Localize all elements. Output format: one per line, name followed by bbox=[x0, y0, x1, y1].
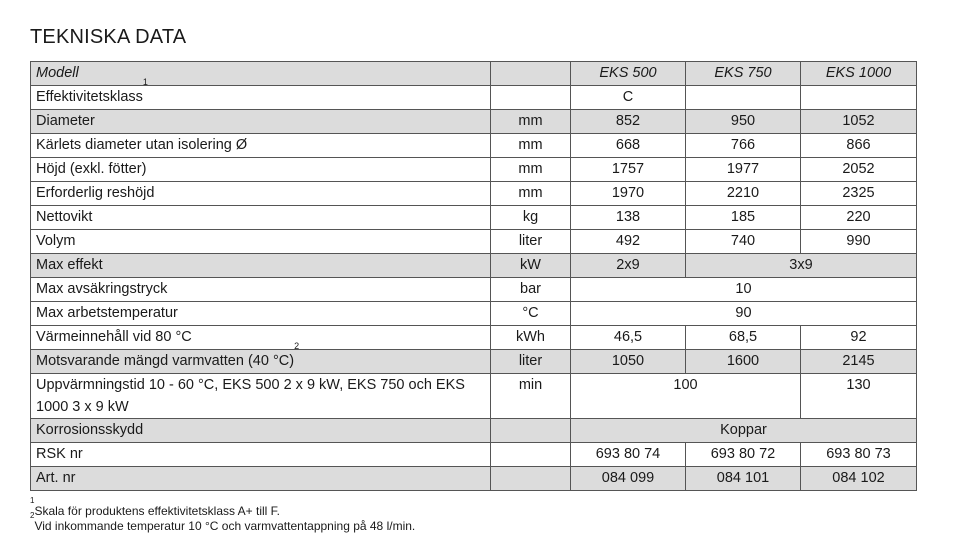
cell-value: 10 bbox=[571, 278, 917, 302]
row-unit: mm bbox=[491, 134, 571, 158]
table-row bbox=[31, 278, 917, 302]
row-label: Korrosionsskydd bbox=[31, 419, 491, 443]
cell-value: 950 bbox=[686, 110, 801, 134]
cell-value: 852 bbox=[571, 110, 686, 134]
cell-value: 185 bbox=[686, 206, 801, 230]
header-model: EKS 1000 bbox=[801, 62, 917, 86]
row-label: Volym bbox=[31, 230, 491, 254]
row-unit: kW bbox=[491, 254, 571, 278]
row-label: Max avsäkringstryck bbox=[31, 278, 491, 302]
row-label: Höjd (exkl. fötter) bbox=[31, 158, 491, 182]
cell-value: 990 bbox=[801, 230, 917, 254]
row-label: Nettovikt bbox=[31, 206, 491, 230]
cell-value: 92 bbox=[801, 326, 917, 350]
table-row bbox=[31, 350, 917, 374]
header-unit bbox=[491, 62, 571, 86]
cell-value: 1052 bbox=[801, 110, 917, 134]
cell-value bbox=[686, 86, 801, 110]
cell-value: 2210 bbox=[686, 182, 801, 206]
cell-value: 1757 bbox=[571, 158, 686, 182]
table-row bbox=[31, 158, 917, 182]
page-title: TEKNISKA DATA bbox=[30, 26, 187, 48]
row-unit: mm bbox=[491, 158, 571, 182]
cell-value: 2052 bbox=[801, 158, 917, 182]
row-unit bbox=[491, 443, 571, 467]
table-row bbox=[31, 326, 917, 350]
header-label: Modell bbox=[31, 62, 491, 86]
table-header-row bbox=[31, 62, 917, 86]
row-unit: bar bbox=[491, 278, 571, 302]
row-label bbox=[31, 341, 491, 374]
cell-value: C bbox=[571, 86, 686, 110]
cell-value: 2325 bbox=[801, 182, 917, 206]
footnote bbox=[30, 496, 281, 518]
row-unit: kWh bbox=[491, 326, 571, 350]
table-row bbox=[31, 110, 917, 134]
row-label: Max effekt bbox=[31, 254, 491, 278]
cell-value: 740 bbox=[686, 230, 801, 254]
cell-value: 693 80 73 bbox=[801, 443, 917, 467]
row-label: Erforderlig reshöjd bbox=[31, 182, 491, 206]
row-label: Diameter bbox=[31, 110, 491, 134]
footnote-text: Vid inkommande temperatur 10 °C och varmvattentappning på 48 l/min. bbox=[34, 519, 416, 533]
footnote-mark: 2 bbox=[30, 511, 35, 520]
table-row bbox=[31, 254, 917, 278]
row-unit bbox=[491, 467, 571, 491]
row-label-text: Motsvarande mängd varmvatten (40 °C) bbox=[36, 353, 295, 369]
table-row bbox=[31, 182, 917, 206]
table-row bbox=[31, 230, 917, 254]
header-model: EKS 750 bbox=[686, 62, 801, 86]
table-row bbox=[31, 86, 917, 110]
row-unit: kg bbox=[491, 206, 571, 230]
cell-value: 084 102 bbox=[801, 467, 917, 491]
row-label bbox=[31, 77, 491, 110]
footnote-mark: 1 bbox=[142, 77, 148, 87]
cell-value: 866 bbox=[801, 134, 917, 158]
cell-value: 492 bbox=[571, 230, 686, 254]
footnote-text: Skala för produktens effektivitetsklass A+ till F. bbox=[34, 504, 281, 518]
row-unit: min bbox=[491, 374, 571, 419]
cell-value: 668 bbox=[571, 134, 686, 158]
row-label: Värmeinnehåll vid 80 °C bbox=[31, 326, 491, 350]
row-unit: °C bbox=[491, 302, 571, 326]
table-row bbox=[31, 302, 917, 326]
cell-value: 1977 bbox=[686, 158, 801, 182]
cell-value: 46,5 bbox=[571, 326, 686, 350]
row-unit: mm bbox=[491, 182, 571, 206]
row-label: Uppvärmningstid 10 - 60 °C, EKS 500 2 x 9 kW, EKS 750 och EKS 1000 3 x 9 kW bbox=[31, 374, 491, 419]
cell-value: 90 bbox=[571, 302, 917, 326]
cell-value: 100 bbox=[571, 374, 801, 419]
cell-value: 1050 bbox=[571, 350, 686, 374]
table-row bbox=[31, 134, 917, 158]
cell-value: 693 80 74 bbox=[571, 443, 686, 467]
cell-value: 2x9 bbox=[571, 254, 686, 278]
table-row bbox=[31, 374, 917, 419]
table-row bbox=[31, 419, 917, 443]
row-unit: liter bbox=[491, 230, 571, 254]
table-row bbox=[31, 206, 917, 230]
row-label: Max arbetstemperatur bbox=[31, 302, 491, 326]
cell-value: 1600 bbox=[686, 350, 801, 374]
row-unit: liter bbox=[491, 350, 571, 374]
cell-value bbox=[801, 86, 917, 110]
cell-value: 130 bbox=[801, 374, 917, 419]
table-row bbox=[31, 443, 917, 467]
row-label-text: Effektivitetsklass bbox=[36, 89, 143, 105]
cell-value: 220 bbox=[801, 206, 917, 230]
row-unit bbox=[491, 419, 571, 443]
cell-value: 68,5 bbox=[686, 326, 801, 350]
row-unit: mm bbox=[491, 110, 571, 134]
cell-value: 084 099 bbox=[571, 467, 686, 491]
row-label: Art. nr bbox=[31, 467, 491, 491]
cell-value: 766 bbox=[686, 134, 801, 158]
cell-value: 2145 bbox=[801, 350, 917, 374]
row-label: Kärlets diameter utan isolering Ø bbox=[31, 134, 491, 158]
footnote-mark: 1 bbox=[30, 496, 35, 505]
table-row bbox=[31, 467, 917, 491]
cell-value: 138 bbox=[571, 206, 686, 230]
footnote-mark: 2 bbox=[294, 341, 300, 351]
cell-value: 1970 bbox=[571, 182, 686, 206]
cell-value: 693 80 72 bbox=[686, 443, 801, 467]
header-model: EKS 500 bbox=[571, 62, 686, 86]
cell-value: 084 101 bbox=[686, 467, 801, 491]
technical-data-table bbox=[30, 61, 917, 491]
cell-value: Koppar bbox=[571, 419, 917, 443]
cell-value: 3x9 bbox=[686, 254, 917, 278]
row-label: RSK nr bbox=[31, 443, 491, 467]
row-unit bbox=[491, 86, 571, 110]
